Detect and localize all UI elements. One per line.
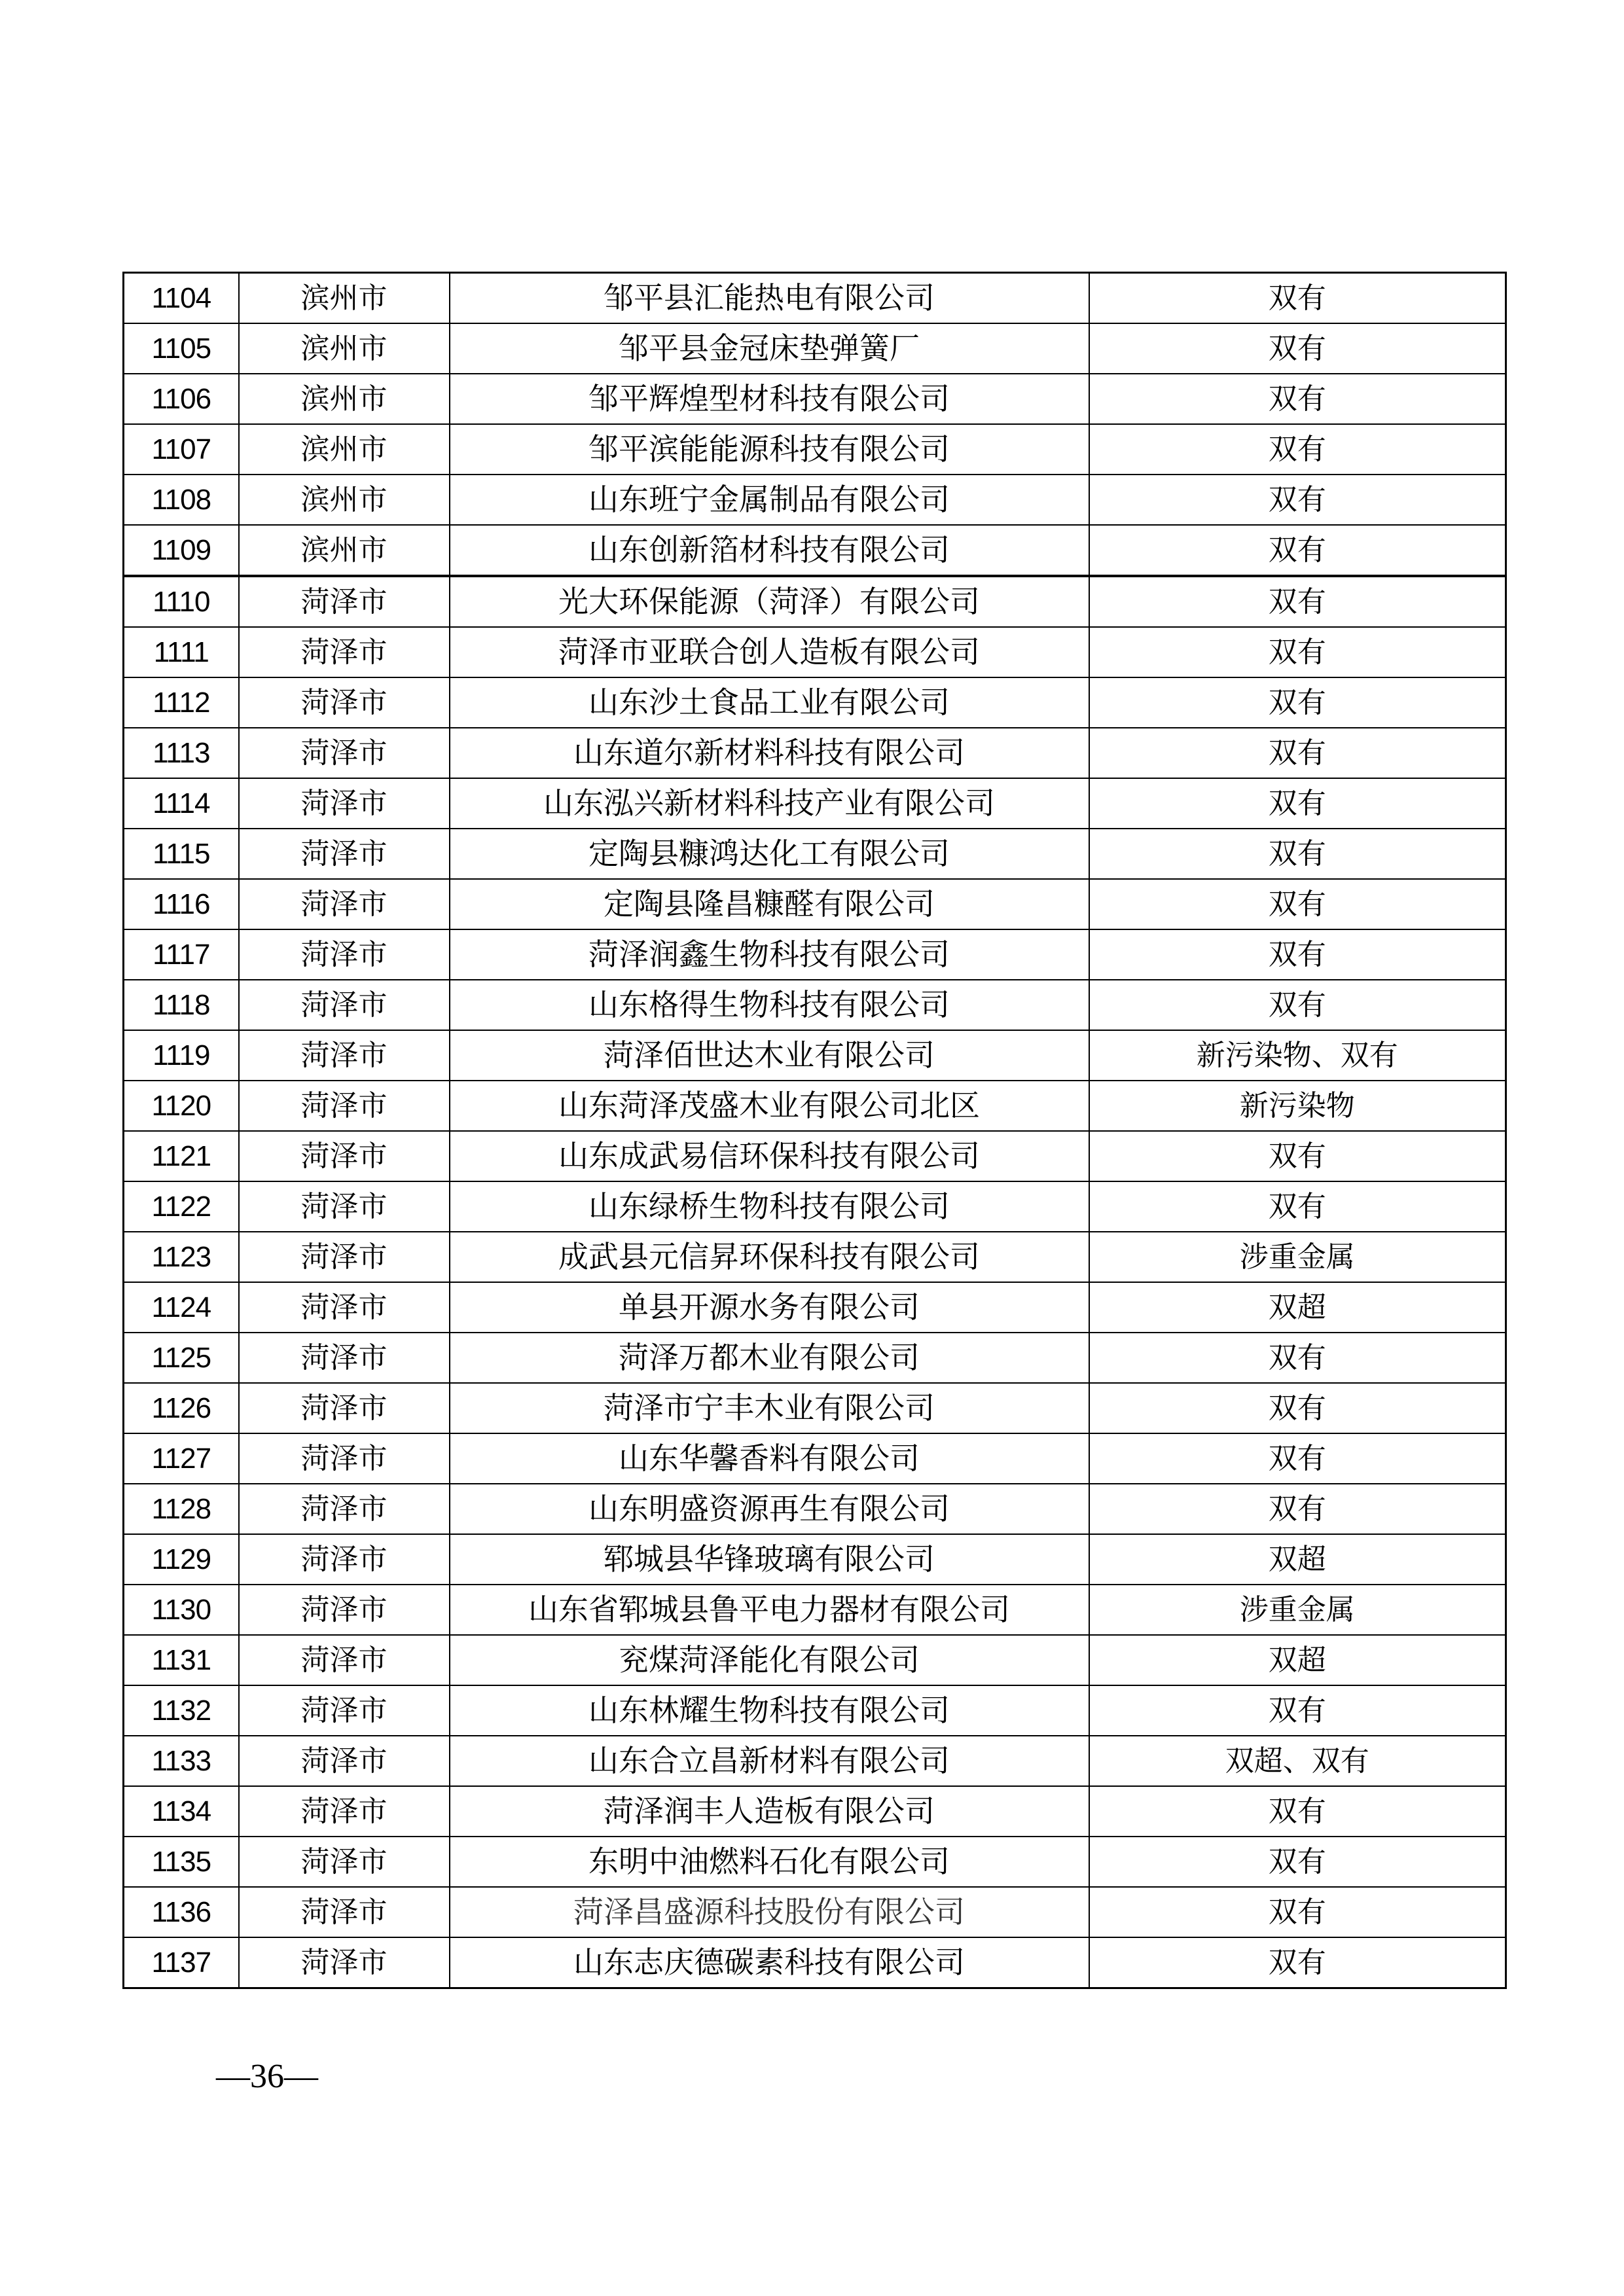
company-name-cell: 山东道尔新材料科技有限公司 bbox=[450, 728, 1089, 778]
city-cell: 菏泽市 bbox=[239, 677, 450, 728]
pollutant-type-cell: 双有 bbox=[1089, 1685, 1506, 1736]
table-body bbox=[124, 273, 1506, 1988]
serial-number-cell: 1107 bbox=[124, 424, 239, 475]
table-row bbox=[124, 980, 1506, 1030]
city-cell: 滨州市 bbox=[239, 424, 450, 475]
company-name-cell: 邹平辉煌型材科技有限公司 bbox=[450, 374, 1089, 424]
pollutant-type-cell: 双有 bbox=[1089, 475, 1506, 525]
city-cell: 滨州市 bbox=[239, 475, 450, 525]
serial-number-cell: 1116 bbox=[124, 879, 239, 929]
table-row bbox=[124, 576, 1506, 627]
pollutant-type-cell: 双有 bbox=[1089, 1131, 1506, 1181]
city-cell: 菏泽市 bbox=[239, 1131, 450, 1181]
table-row bbox=[124, 1736, 1506, 1786]
pollutant-type-cell: 双有 bbox=[1089, 929, 1506, 980]
city-cell: 滨州市 bbox=[239, 525, 450, 576]
table-row bbox=[124, 879, 1506, 929]
company-name-cell: 单县开源水务有限公司 bbox=[450, 1282, 1089, 1333]
pollutant-type-cell: 双有 bbox=[1089, 627, 1506, 677]
table-row bbox=[124, 273, 1506, 324]
company-name-cell: 山东绿桥生物科技有限公司 bbox=[450, 1181, 1089, 1232]
company-name-cell: 山东泓兴新材料科技产业有限公司 bbox=[450, 778, 1089, 829]
table-row bbox=[124, 829, 1506, 879]
serial-number-cell: 1125 bbox=[124, 1333, 239, 1383]
pollutant-type-cell: 双有 bbox=[1089, 1786, 1506, 1837]
pollutant-type-cell: 双有 bbox=[1089, 1181, 1506, 1232]
city-cell: 菏泽市 bbox=[239, 778, 450, 829]
pollutant-type-cell: 双有 bbox=[1089, 1333, 1506, 1383]
table-row bbox=[124, 1282, 1506, 1333]
pollutant-type-cell: 双有 bbox=[1089, 424, 1506, 475]
company-name-cell: 成武县元信昇环保科技有限公司 bbox=[450, 1232, 1089, 1282]
company-name-cell: 东明中油燃料石化有限公司 bbox=[450, 1837, 1089, 1887]
pollutant-type-cell: 涉重金属 bbox=[1089, 1585, 1506, 1635]
serial-number-cell: 1109 bbox=[124, 525, 239, 576]
city-cell: 菏泽市 bbox=[239, 1333, 450, 1383]
company-name-cell: 菏泽佰世达木业有限公司 bbox=[450, 1030, 1089, 1081]
company-name-cell: 菏泽润丰人造板有限公司 bbox=[450, 1786, 1089, 1837]
pollutant-type-cell: 双有 bbox=[1089, 1484, 1506, 1534]
serial-number-cell: 1126 bbox=[124, 1383, 239, 1433]
serial-number-cell: 1128 bbox=[124, 1484, 239, 1534]
serial-number-cell: 1136 bbox=[124, 1887, 239, 1937]
pollutant-type-cell: 双超、双有 bbox=[1089, 1736, 1506, 1786]
pollutant-type-cell: 双有 bbox=[1089, 1837, 1506, 1887]
city-cell: 菏泽市 bbox=[239, 1232, 450, 1282]
city-cell: 菏泽市 bbox=[239, 1433, 450, 1484]
serial-number-cell: 1118 bbox=[124, 980, 239, 1030]
serial-number-cell: 1113 bbox=[124, 728, 239, 778]
serial-number-cell: 1120 bbox=[124, 1081, 239, 1131]
city-cell: 菏泽市 bbox=[239, 1887, 450, 1937]
table-row bbox=[124, 1585, 1506, 1635]
city-cell: 菏泽市 bbox=[239, 1081, 450, 1131]
company-name-cell: 郓城县华锋玻璃有限公司 bbox=[450, 1534, 1089, 1585]
enterprise-list-table bbox=[122, 272, 1507, 1989]
company-name-cell: 山东省郓城县鲁平电力器材有限公司 bbox=[450, 1585, 1089, 1635]
pollutant-type-cell: 双超 bbox=[1089, 1282, 1506, 1333]
pollutant-type-cell: 双有 bbox=[1089, 525, 1506, 576]
table-row bbox=[124, 323, 1506, 374]
city-cell: 菏泽市 bbox=[239, 929, 450, 980]
pollutant-type-cell: 双有 bbox=[1089, 677, 1506, 728]
company-name-cell: 山东林耀生物科技有限公司 bbox=[450, 1685, 1089, 1736]
serial-number-cell: 1133 bbox=[124, 1736, 239, 1786]
serial-number-cell: 1135 bbox=[124, 1837, 239, 1887]
table-row bbox=[124, 1635, 1506, 1685]
table-row bbox=[124, 374, 1506, 424]
serial-number-cell: 1117 bbox=[124, 929, 239, 980]
table-row bbox=[124, 475, 1506, 525]
city-cell: 菏泽市 bbox=[239, 728, 450, 778]
city-cell: 菏泽市 bbox=[239, 1736, 450, 1786]
company-name-cell: 山东成武易信环保科技有限公司 bbox=[450, 1131, 1089, 1181]
company-name-cell: 山东志庆德碳素科技有限公司 bbox=[450, 1937, 1089, 1988]
city-cell: 菏泽市 bbox=[239, 1181, 450, 1232]
city-cell: 菏泽市 bbox=[239, 1383, 450, 1433]
city-cell: 菏泽市 bbox=[239, 1786, 450, 1837]
city-cell: 菏泽市 bbox=[239, 1937, 450, 1988]
serial-number-cell: 1132 bbox=[124, 1685, 239, 1736]
table-row bbox=[124, 1131, 1506, 1181]
table-row bbox=[124, 1181, 1506, 1232]
serial-number-cell: 1106 bbox=[124, 374, 239, 424]
company-name-cell: 邹平滨能能源科技有限公司 bbox=[450, 424, 1089, 475]
table-row bbox=[124, 1484, 1506, 1534]
table-row bbox=[124, 424, 1506, 475]
city-cell: 菏泽市 bbox=[239, 1282, 450, 1333]
pollutant-type-cell: 双超 bbox=[1089, 1635, 1506, 1685]
table-row bbox=[124, 1887, 1506, 1937]
company-name-cell: 山东华馨香料有限公司 bbox=[450, 1433, 1089, 1484]
company-name-cell: 菏泽市宁丰木业有限公司 bbox=[450, 1383, 1089, 1433]
company-name-cell: 菏泽市亚联合创人造板有限公司 bbox=[450, 627, 1089, 677]
company-name-cell: 菏泽润鑫生物科技有限公司 bbox=[450, 929, 1089, 980]
pollutant-type-cell: 涉重金属 bbox=[1089, 1232, 1506, 1282]
table-row bbox=[124, 525, 1506, 576]
city-cell: 菏泽市 bbox=[239, 1585, 450, 1635]
table-row bbox=[124, 677, 1506, 728]
city-cell: 菏泽市 bbox=[239, 576, 450, 627]
table-row bbox=[124, 627, 1506, 677]
city-cell: 菏泽市 bbox=[239, 980, 450, 1030]
city-cell: 菏泽市 bbox=[239, 1635, 450, 1685]
company-name-cell: 山东班宁金属制品有限公司 bbox=[450, 475, 1089, 525]
company-name-cell: 山东格得生物科技有限公司 bbox=[450, 980, 1089, 1030]
table-row bbox=[124, 728, 1506, 778]
city-cell: 菏泽市 bbox=[239, 1484, 450, 1534]
city-cell: 菏泽市 bbox=[239, 1685, 450, 1736]
city-cell: 滨州市 bbox=[239, 323, 450, 374]
pollutant-type-cell: 双有 bbox=[1089, 1383, 1506, 1433]
pollutant-type-cell: 新污染物、双有 bbox=[1089, 1030, 1506, 1081]
pollutant-type-cell: 双有 bbox=[1089, 728, 1506, 778]
city-cell: 菏泽市 bbox=[239, 879, 450, 929]
serial-number-cell: 1129 bbox=[124, 1534, 239, 1585]
city-cell: 菏泽市 bbox=[239, 1030, 450, 1081]
serial-number-cell: 1134 bbox=[124, 1786, 239, 1837]
table-row bbox=[124, 1081, 1506, 1131]
serial-number-cell: 1123 bbox=[124, 1232, 239, 1282]
city-cell: 菏泽市 bbox=[239, 1837, 450, 1887]
serial-number-cell: 1110 bbox=[124, 576, 239, 627]
table-row bbox=[124, 778, 1506, 829]
table-row bbox=[124, 1433, 1506, 1484]
company-name-cell: 定陶县糠鸿达化工有限公司 bbox=[450, 829, 1089, 879]
company-name-cell: 邹平县金冠床垫弹簧厂 bbox=[450, 323, 1089, 374]
table-row bbox=[124, 1937, 1506, 1988]
pollutant-type-cell: 双有 bbox=[1089, 273, 1506, 324]
pollutant-type-cell: 新污染物 bbox=[1089, 1081, 1506, 1131]
pollutant-type-cell: 双有 bbox=[1089, 576, 1506, 627]
table-row bbox=[124, 1534, 1506, 1585]
pollutant-type-cell: 双有 bbox=[1089, 980, 1506, 1030]
pollutant-type-cell: 双有 bbox=[1089, 879, 1506, 929]
serial-number-cell: 1127 bbox=[124, 1433, 239, 1484]
serial-number-cell: 1104 bbox=[124, 273, 239, 324]
city-cell: 滨州市 bbox=[239, 374, 450, 424]
table-row bbox=[124, 1786, 1506, 1837]
serial-number-cell: 1119 bbox=[124, 1030, 239, 1081]
table-row bbox=[124, 1837, 1506, 1887]
serial-number-cell: 1114 bbox=[124, 778, 239, 829]
company-name-cell: 定陶县隆昌糠醛有限公司 bbox=[450, 879, 1089, 929]
pollutant-type-cell: 双有 bbox=[1089, 323, 1506, 374]
serial-number-cell: 1130 bbox=[124, 1585, 239, 1635]
city-cell: 滨州市 bbox=[239, 273, 450, 324]
table-row bbox=[124, 1333, 1506, 1383]
company-name-cell: 菏泽昌盛源科技股份有限公司 bbox=[450, 1887, 1089, 1937]
table-row bbox=[124, 1383, 1506, 1433]
pollutant-type-cell: 双有 bbox=[1089, 1433, 1506, 1484]
serial-number-cell: 1122 bbox=[124, 1181, 239, 1232]
table-row bbox=[124, 1030, 1506, 1081]
pollutant-type-cell: 双有 bbox=[1089, 1937, 1506, 1988]
serial-number-cell: 1137 bbox=[124, 1937, 239, 1988]
company-name-cell: 兖煤菏泽能化有限公司 bbox=[450, 1635, 1089, 1685]
city-cell: 菏泽市 bbox=[239, 627, 450, 677]
pollutant-type-cell: 双有 bbox=[1089, 778, 1506, 829]
pollutant-type-cell: 双超 bbox=[1089, 1534, 1506, 1585]
serial-number-cell: 1131 bbox=[124, 1635, 239, 1685]
company-name-cell: 邹平县汇能热电有限公司 bbox=[450, 273, 1089, 324]
company-name-cell: 光大环保能源（菏泽）有限公司 bbox=[450, 576, 1089, 627]
pollutant-type-cell: 双有 bbox=[1089, 829, 1506, 879]
city-cell: 菏泽市 bbox=[239, 1534, 450, 1585]
serial-number-cell: 1124 bbox=[124, 1282, 239, 1333]
city-cell: 菏泽市 bbox=[239, 829, 450, 879]
serial-number-cell: 1105 bbox=[124, 323, 239, 374]
pollutant-type-cell: 双有 bbox=[1089, 374, 1506, 424]
company-name-cell: 山东明盛资源再生有限公司 bbox=[450, 1484, 1089, 1534]
table-row bbox=[124, 929, 1506, 980]
page-number: —36— bbox=[216, 2058, 318, 2095]
serial-number-cell: 1111 bbox=[124, 627, 239, 677]
company-name-cell: 山东合立昌新材料有限公司 bbox=[450, 1736, 1089, 1786]
serial-number-cell: 1121 bbox=[124, 1131, 239, 1181]
company-name-cell: 山东创新箔材科技有限公司 bbox=[450, 525, 1089, 576]
serial-number-cell: 1108 bbox=[124, 475, 239, 525]
pollutant-type-cell: 双有 bbox=[1089, 1887, 1506, 1937]
company-name-cell: 山东沙土食品工业有限公司 bbox=[450, 677, 1089, 728]
company-name-cell: 菏泽万都木业有限公司 bbox=[450, 1333, 1089, 1383]
serial-number-cell: 1112 bbox=[124, 677, 239, 728]
company-name-cell: 山东菏泽茂盛木业有限公司北区 bbox=[450, 1081, 1089, 1131]
serial-number-cell: 1115 bbox=[124, 829, 239, 879]
table-row bbox=[124, 1232, 1506, 1282]
table-row bbox=[124, 1685, 1506, 1736]
